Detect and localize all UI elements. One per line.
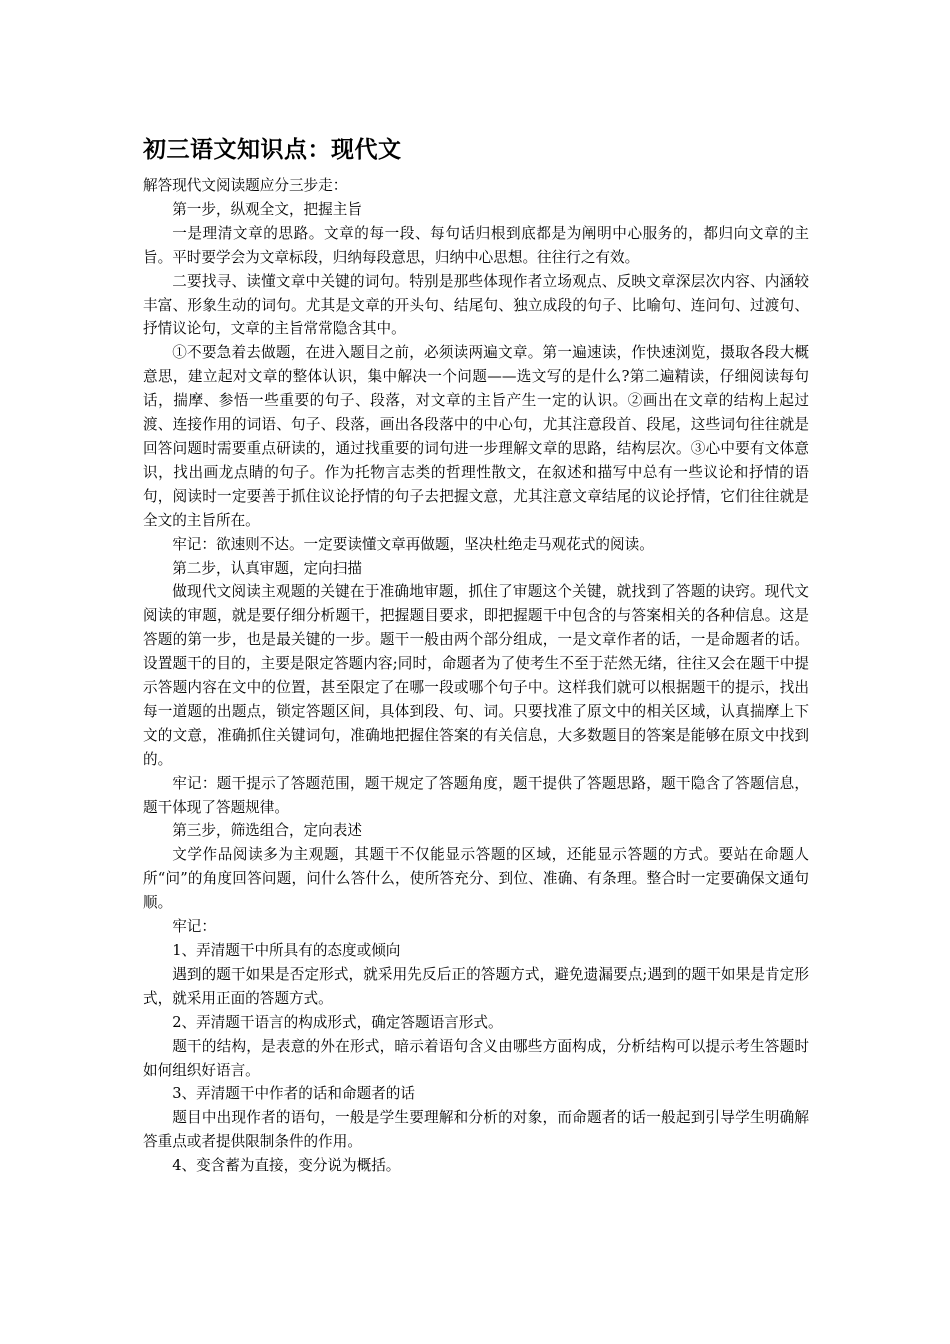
paragraph: 第三步，筛选组合，定向表述 [172, 822, 362, 840]
paragraph: 遇到的题干如果是否定形式，就采用先反后正的答题方式，避免遗漏要点;遇到的题干如果是肯定形式，就采用正面的答题方式。 [143, 965, 809, 1007]
paragraph: 题目中出现作者的语句，一般是学生要理解和分析的对象，而命题者的话一般起到引导学生明确解答重点或者提供限制条件的作用。 [143, 1109, 809, 1151]
paragraph: 解答现代文阅读题应分三步走： [143, 177, 348, 194]
paragraph: 二要找寻、读懂文章中关键的词句。特别是那些体现作者立场观点、反映文章深层次内容、内涵较丰富、形象生动的词句。尤其是文章的开头句、结尾句、独立成段的句子、比喻句、连问句、过渡句、抒情议论句，文章的主旨常常隐含其中。 [143, 272, 809, 338]
paragraph: 牢记：欲速则不达。一定要读懂文章再做题，坚决杜绝走马观花式的阅读。 [172, 535, 654, 553]
paragraph: 一是理清文章的思路。文章的每一段、每句话归根到底都是为阐明中心服务的，都归向文章的主旨。平时要学会为文章标段，归纳每段意思，归纳中心思想。往往行之有效。 [143, 224, 809, 266]
paragraph: 3、弄清题干中作者的话和命题者的话 [172, 1085, 415, 1103]
paragraph: 文学作品阅读多为主观题，其题干不仅能显示答题的区域，还能显示答题的方式。要站在命题人所“问”的角度回答问题，问什么答什么，使所答充分、到位、准确、有条理。整合时一定要确保文通句顺。 [143, 846, 809, 912]
paragraph: 做现代文阅读主观题的关键在于准确地审题，抓住了审题这个关键，就找到了答题的诀窍。现代文阅读的审题，就是要仔细分析题干，把握题目要求，即把握题干中包含的与答案相关的各种信息。这是答题的第一步，也是最关键的一步。题干一般由两个部分组成，一是文章作者的话，一是命题者的话。设置题干的目的，主要是限定答题内容;同时，命题者为了使考生不至于茫然无绪，往往又会在题干中提示答题内容在文中的位置，甚至限定了在哪一段或哪个句子中。这样我们就可以根据题干的提示，找出每一道题的出题点，锁定答题区间，具体到段、句、词。只要找准了原文中的相关区域，认真揣摩上下文的文意，准确抓住关键词句，准确地把握住答案的有关信息，大多数题目的答案是能够在原文中找到的。 [143, 583, 809, 768]
document-title: 初三语文知识点：现代文 [143, 137, 402, 163]
paragraph: 4、变含蓄为直接，变分说为概括。 [172, 1157, 401, 1175]
paragraph: ①不要急着去做题，在进入题目之前，必须读两遍文章。第一遍速读，作快速浏览，摄取各段大概意思，建立起对文章的整体认识，集中解决一个问题——选文写的是什么?第二遍精读，仔细阅读每句话，揣摩、参悟一些重要的句子、段落，对文章的主旨产生一定的认识。②画出在文章的结构上起过渡、连接作用的词语、句子、段落，画出各段落中的中心句，尤其注意段首、段尾，这些词句往往就是回答问题时需要重点研读的，通过找重要的词句进一步理解文章的思路，结构层次。③心中要有文体意识，找出画龙点睛的句子。作为托物言志类的哲理性散文，在叙述和描写中总有一些议论和抒情的语句，阅读时一定要善于抓住议论抒情的句子去把握文意，尤其注意文章结尾的议论抒情，它们往往就是全文的主旨所在。 [143, 344, 809, 529]
paragraph: 第一步，纵观全文，把握主旨 [172, 200, 362, 218]
document-body [143, 174, 809, 1178]
paragraph: 第二步，认真审题，定向扫描 [172, 559, 362, 577]
paragraph: 2、弄清题干语言的构成形式，确定答题语言形式。 [172, 1013, 503, 1031]
paragraph: 题干的结构，是表意的外在形式，暗示着语句含义由哪些方面构成，分析结构可以提示考生答题时如何组织好语言。 [143, 1037, 809, 1079]
paragraph: 牢记：题干提示了答题范围，题干规定了答题角度，题干提供了答题思路，题干隐含了答题信息，题干体现了答题规律。 [143, 774, 809, 816]
paragraph: 牢记： [172, 918, 216, 936]
paragraph: 1、弄清题干中所具有的态度或倾向 [172, 942, 401, 959]
document-page [143, 134, 809, 1178]
